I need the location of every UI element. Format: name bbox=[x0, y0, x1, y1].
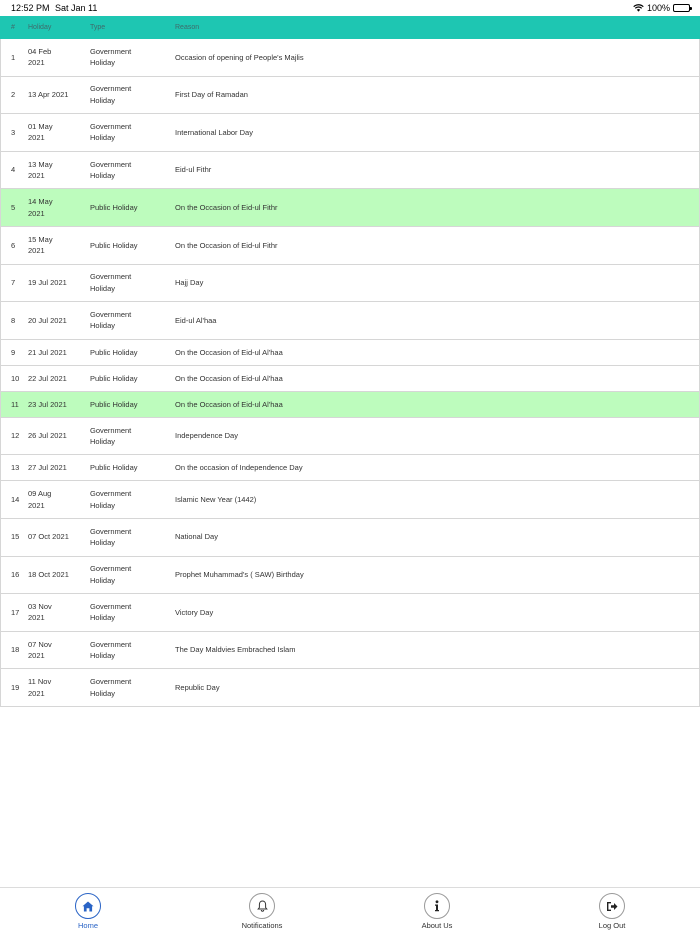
holiday-type bbox=[90, 271, 175, 294]
holiday-type-line: Government bbox=[90, 121, 132, 131]
table-row[interactable] bbox=[0, 594, 700, 632]
holiday-type-line: Holiday bbox=[90, 133, 116, 143]
holiday-type bbox=[90, 601, 175, 624]
holiday-type bbox=[90, 526, 175, 549]
holiday-type-line: Public Holiday bbox=[90, 373, 138, 383]
holiday-type bbox=[90, 83, 175, 106]
holiday-reason: On the occasion of Independence Day bbox=[175, 463, 303, 473]
holiday-reason: Prophet Muhammad's ( SAW) Birthday bbox=[175, 570, 304, 580]
bell-icon bbox=[249, 893, 275, 919]
holiday-date-line: 20 Jul 2021 bbox=[28, 315, 67, 325]
holiday-date bbox=[28, 488, 90, 511]
holiday-type-line: Public Holiday bbox=[90, 202, 138, 212]
table-row[interactable] bbox=[0, 340, 700, 366]
holiday-reason: Eid-ul Al'haa bbox=[175, 315, 217, 325]
wifi-icon bbox=[633, 4, 644, 12]
holiday-date-line: 2021 bbox=[28, 688, 45, 698]
header-type: Type bbox=[90, 24, 106, 31]
battery-percent: 100% bbox=[646, 3, 670, 13]
logout-icon bbox=[599, 893, 625, 919]
row-number: 7 bbox=[11, 278, 16, 288]
holiday-type bbox=[90, 399, 175, 411]
tab-notifications[interactable] bbox=[222, 893, 302, 930]
home-icon bbox=[75, 893, 101, 919]
holiday-type bbox=[90, 46, 175, 69]
holiday-date-line: 07 Nov bbox=[28, 639, 52, 649]
tab-label: Log Out bbox=[598, 921, 626, 930]
holiday-date-line: 26 Jul 2021 bbox=[28, 431, 67, 441]
row-number: 18 bbox=[11, 645, 20, 655]
holiday-date bbox=[28, 531, 90, 543]
status-time: 12:52 PM bbox=[11, 3, 50, 13]
holiday-date-line: 03 Nov bbox=[28, 601, 52, 611]
holiday-reason: Eid-ul Fithr bbox=[175, 165, 212, 175]
holiday-date-line: 2021 bbox=[28, 58, 45, 68]
holiday-date-line: 23 Jul 2021 bbox=[28, 399, 67, 409]
holiday-date-line: 27 Jul 2021 bbox=[28, 463, 67, 473]
table-row[interactable] bbox=[0, 189, 700, 227]
table-row[interactable] bbox=[0, 152, 700, 190]
holiday-date bbox=[28, 373, 90, 385]
holiday-type-line: Government bbox=[90, 425, 132, 435]
holiday-date bbox=[28, 347, 90, 359]
row-number: 19 bbox=[11, 682, 20, 692]
holiday-date-line: 22 Jul 2021 bbox=[28, 373, 67, 383]
holiday-date bbox=[28, 639, 90, 662]
bottom-tab-bar bbox=[0, 887, 700, 934]
holiday-reason: Islamic New Year (1442) bbox=[175, 494, 257, 504]
holiday-type bbox=[90, 488, 175, 511]
row-number: 8 bbox=[11, 315, 16, 325]
holiday-date bbox=[28, 676, 90, 699]
holiday-date-line: 2021 bbox=[28, 171, 45, 181]
header-num: # bbox=[11, 24, 15, 31]
tab-about-us[interactable] bbox=[397, 893, 477, 930]
holiday-type-line: Holiday bbox=[90, 613, 116, 623]
holiday-date-line: 2021 bbox=[28, 613, 45, 623]
holiday-date-line: 19 Jul 2021 bbox=[28, 278, 67, 288]
holiday-date bbox=[28, 315, 90, 327]
status-date: Sat Jan 11 bbox=[55, 3, 98, 13]
holiday-date-line: 01 May bbox=[28, 121, 53, 131]
holiday-date-line: 2021 bbox=[28, 246, 45, 256]
holiday-date-line: 04 Feb bbox=[28, 46, 52, 56]
header-reason: Reason bbox=[175, 24, 200, 31]
row-number: 6 bbox=[11, 240, 16, 250]
holiday-date-line: 15 May bbox=[28, 234, 53, 244]
holiday-type bbox=[90, 159, 175, 182]
row-number: 4 bbox=[11, 165, 16, 175]
table-row[interactable] bbox=[0, 481, 700, 519]
holiday-type bbox=[90, 373, 175, 385]
holiday-date-line: 2021 bbox=[28, 500, 45, 510]
holiday-date-line: 13 Apr 2021 bbox=[28, 90, 69, 100]
table-row[interactable] bbox=[0, 366, 700, 392]
table-row[interactable] bbox=[0, 557, 700, 595]
holiday-type-line: Government bbox=[90, 639, 132, 649]
holiday-date bbox=[28, 462, 90, 474]
row-number: 14 bbox=[11, 494, 20, 504]
tab-label: Notifications bbox=[241, 921, 283, 930]
table-body bbox=[0, 39, 700, 707]
holiday-reason: On the Occasion of Eid-ul Fithr bbox=[175, 202, 278, 212]
holiday-type-line: Public Holiday bbox=[90, 347, 138, 357]
tab-label: About Us bbox=[421, 921, 453, 930]
holiday-date-line: 14 May bbox=[28, 197, 53, 207]
holiday-type-line: Public Holiday bbox=[90, 240, 138, 250]
holiday-date bbox=[28, 196, 90, 219]
holiday-date bbox=[28, 601, 90, 624]
holiday-date bbox=[28, 277, 90, 289]
holiday-type-line: Holiday bbox=[90, 437, 116, 447]
holiday-type-line: Holiday bbox=[90, 283, 116, 293]
table-row[interactable] bbox=[0, 265, 700, 303]
holiday-reason: On the Occasion of Eid-ul Fithr bbox=[175, 240, 278, 250]
holiday-date-line: 18 Oct 2021 bbox=[28, 570, 69, 580]
row-number: 2 bbox=[11, 90, 16, 100]
table-row[interactable] bbox=[0, 519, 700, 557]
row-number: 10 bbox=[11, 373, 20, 383]
holiday-type bbox=[90, 309, 175, 332]
battery-icon bbox=[673, 4, 690, 12]
holiday-reason: On the Occasion of Eid-ul Al'haa bbox=[175, 399, 283, 409]
holiday-type bbox=[90, 563, 175, 586]
holiday-reason: The Day Maldvies Embrached Islam bbox=[175, 645, 296, 655]
holiday-date bbox=[28, 121, 90, 144]
holiday-type-line: Holiday bbox=[90, 171, 116, 181]
holiday-date-line: 21 Jul 2021 bbox=[28, 347, 67, 357]
holiday-type-line: Holiday bbox=[90, 651, 116, 661]
holiday-type-line: Government bbox=[90, 84, 132, 94]
holiday-date-line: 11 Nov bbox=[28, 677, 52, 687]
holiday-date bbox=[28, 46, 90, 69]
row-number: 11 bbox=[11, 399, 19, 409]
holiday-type-line: Government bbox=[90, 46, 132, 56]
holiday-date bbox=[28, 569, 90, 581]
table-row[interactable] bbox=[0, 669, 700, 707]
holiday-reason: Hajj Day bbox=[175, 278, 204, 288]
table-row[interactable] bbox=[0, 227, 700, 265]
info-icon bbox=[424, 893, 450, 919]
holiday-type bbox=[90, 462, 175, 474]
table-row[interactable] bbox=[0, 114, 700, 152]
table-row[interactable] bbox=[0, 455, 700, 481]
tab-label: Home bbox=[77, 921, 98, 930]
holiday-reason: Republic Day bbox=[175, 682, 220, 692]
holiday-type bbox=[90, 676, 175, 699]
table-row[interactable] bbox=[0, 392, 700, 418]
header-holiday: Holiday bbox=[28, 24, 52, 31]
row-number: 3 bbox=[11, 127, 16, 137]
holiday-type-line: Holiday bbox=[90, 575, 116, 585]
holiday-type-line: Holiday bbox=[90, 538, 116, 548]
holiday-type-line: Government bbox=[90, 159, 132, 169]
tab-log-out[interactable] bbox=[572, 893, 652, 930]
row-number: 1 bbox=[11, 52, 16, 62]
holiday-type-line: Government bbox=[90, 601, 132, 611]
holiday-type-line: Holiday bbox=[90, 321, 116, 331]
holiday-type-line: Holiday bbox=[90, 500, 116, 510]
holiday-reason: National Day bbox=[175, 532, 218, 542]
table-row[interactable] bbox=[0, 418, 700, 456]
row-number: 9 bbox=[11, 347, 16, 357]
table-header bbox=[0, 16, 700, 39]
holiday-type-line: Government bbox=[90, 489, 132, 499]
holiday-reason: On the Occasion of Eid-ul Al'haa bbox=[175, 373, 283, 383]
holiday-type bbox=[90, 347, 175, 359]
holiday-type-line: Holiday bbox=[90, 688, 116, 698]
holiday-reason: Occasion of opening of People's Majlis bbox=[175, 52, 304, 62]
holiday-type bbox=[90, 639, 175, 662]
holiday-reason: First Day of Ramadan bbox=[175, 90, 248, 100]
holiday-date-line: 09 Aug bbox=[28, 489, 52, 499]
table-row[interactable] bbox=[0, 39, 700, 77]
holiday-type-line: Holiday bbox=[90, 58, 116, 68]
holiday-date bbox=[28, 234, 90, 257]
holiday-table bbox=[0, 16, 700, 707]
row-number: 16 bbox=[11, 570, 20, 580]
holiday-reason: Victory Day bbox=[175, 607, 214, 617]
holiday-type bbox=[90, 121, 175, 144]
holiday-date-line: 07 Oct 2021 bbox=[28, 532, 69, 542]
holiday-date-line: 2021 bbox=[28, 208, 45, 218]
holiday-type-line: Holiday bbox=[90, 95, 116, 105]
holiday-date-line: 2021 bbox=[28, 651, 45, 661]
table-row[interactable] bbox=[0, 77, 700, 115]
holiday-date bbox=[28, 159, 90, 182]
holiday-date bbox=[28, 430, 90, 442]
holiday-reason: International Labor Day bbox=[175, 127, 253, 137]
holiday-type bbox=[90, 240, 175, 252]
holiday-type bbox=[90, 425, 175, 448]
row-number: 5 bbox=[11, 202, 16, 212]
holiday-date bbox=[28, 89, 90, 101]
row-number: 17 bbox=[11, 607, 20, 617]
holiday-type-line: Government bbox=[90, 309, 132, 319]
holiday-type bbox=[90, 202, 175, 214]
status-bar bbox=[0, 0, 700, 16]
row-number: 13 bbox=[11, 463, 20, 473]
holiday-type-line: Government bbox=[90, 272, 132, 282]
holiday-reason: Independence Day bbox=[175, 431, 238, 441]
holiday-date bbox=[28, 399, 90, 411]
row-number: 15 bbox=[11, 532, 20, 542]
holiday-reason: On the Occasion of Eid-ul Al'haa bbox=[175, 347, 283, 357]
holiday-date-line: 13 May bbox=[28, 159, 53, 169]
table-row[interactable] bbox=[0, 632, 700, 670]
table-row[interactable] bbox=[0, 302, 700, 340]
status-indicators bbox=[633, 3, 690, 13]
tab-home[interactable] bbox=[48, 893, 128, 930]
holiday-type-line: Public Holiday bbox=[90, 463, 138, 473]
row-number: 12 bbox=[11, 431, 20, 441]
holiday-type-line: Government bbox=[90, 564, 132, 574]
holiday-type-line: Government bbox=[90, 677, 132, 687]
holiday-date-line: 2021 bbox=[28, 133, 45, 143]
holiday-type-line: Government bbox=[90, 526, 132, 536]
holiday-type-line: Public Holiday bbox=[90, 399, 138, 409]
